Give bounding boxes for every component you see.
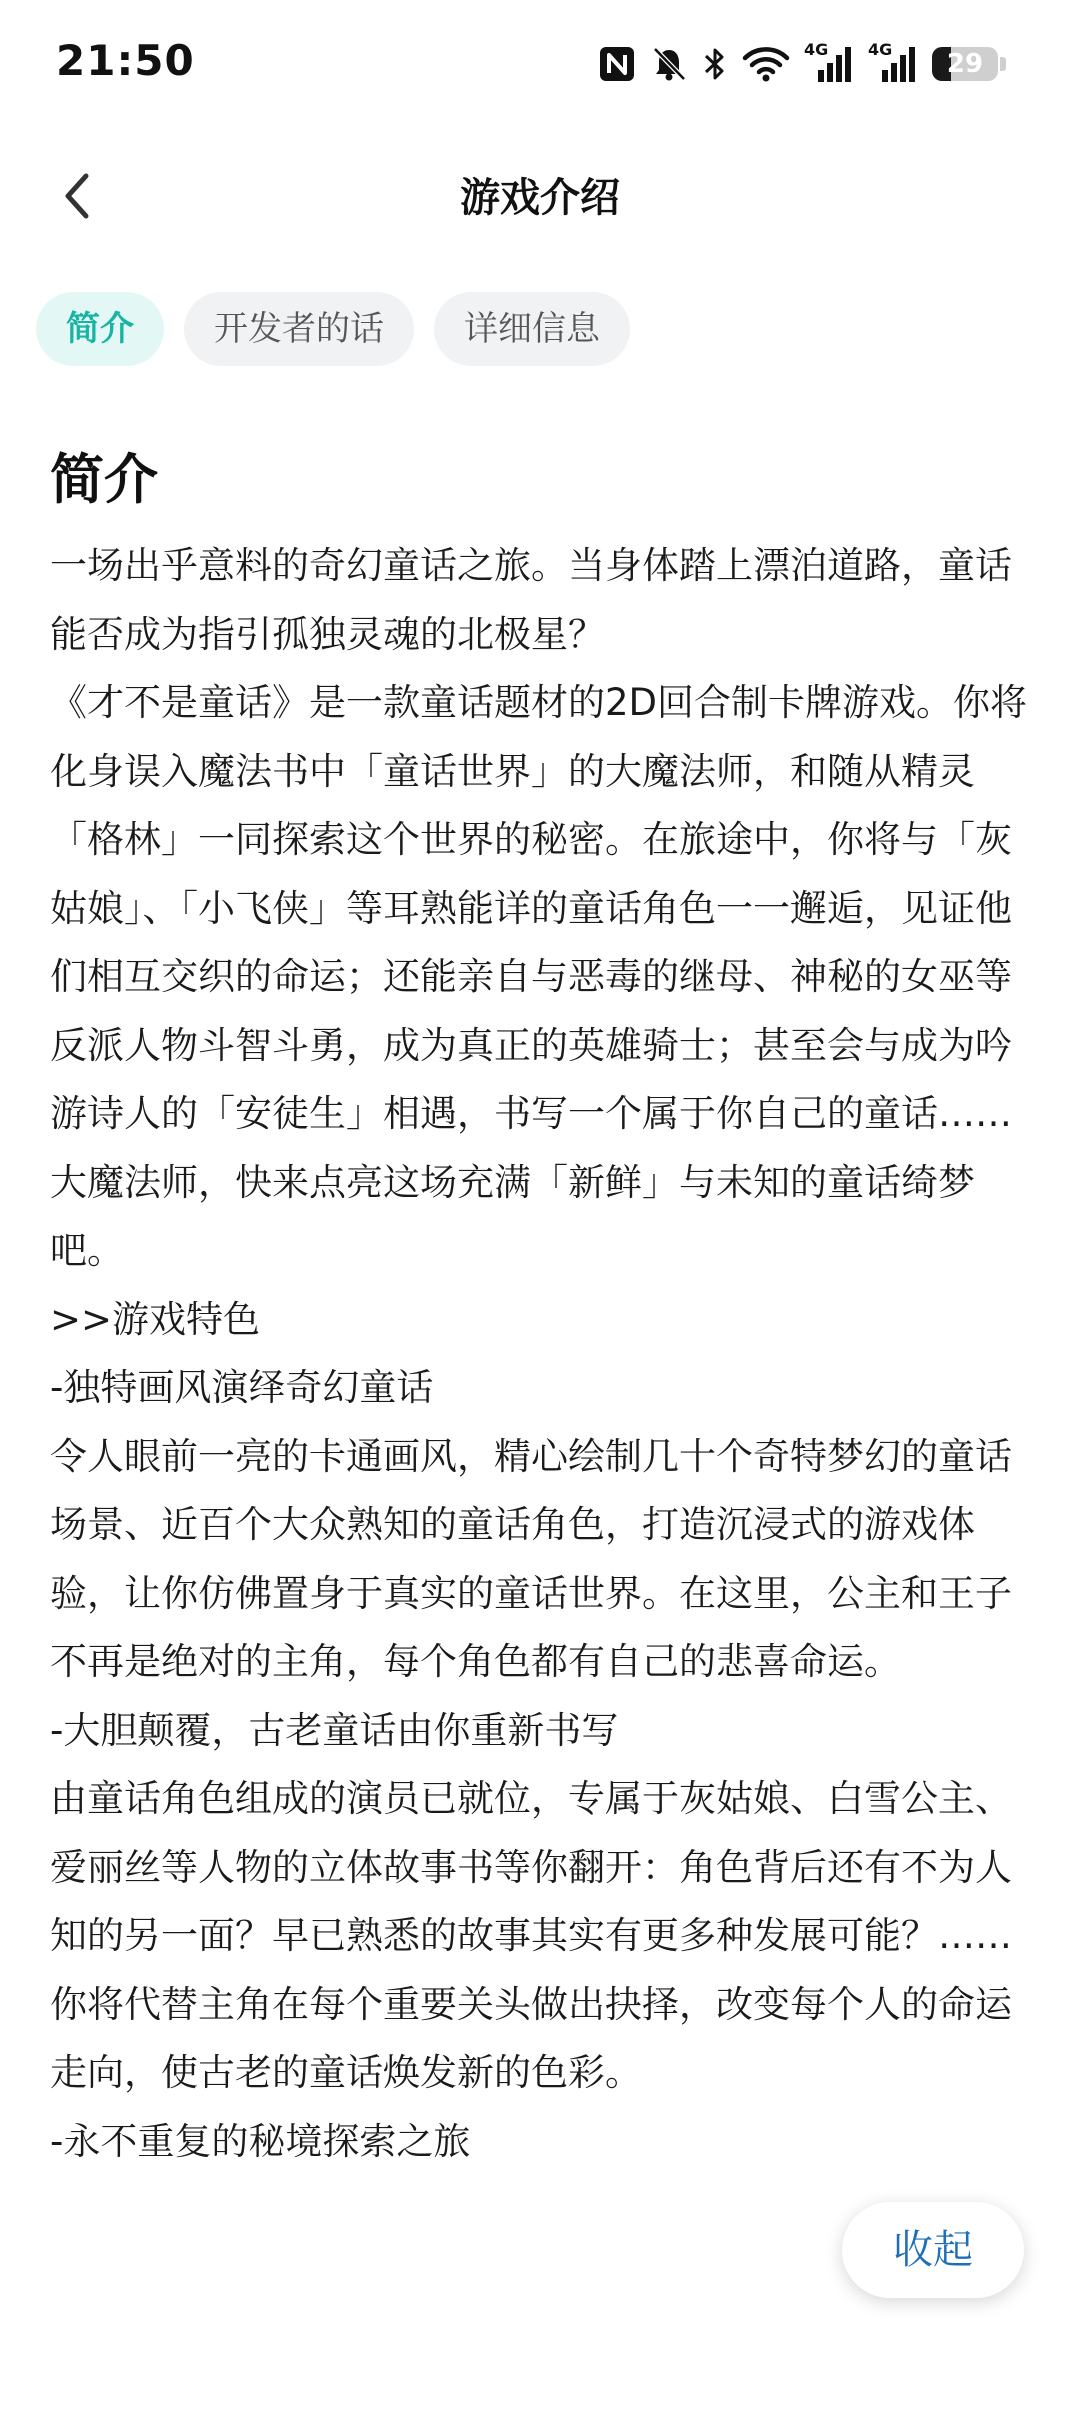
battery-icon [932,47,998,81]
signal-4g-icon: 4G [804,44,854,84]
status-icons [598,40,1006,88]
tab-bar [36,292,630,366]
signal-4g-icon: 4G [868,44,918,84]
page-title: 游戏介绍 [460,175,620,221]
status-time: 21:50 [56,36,195,85]
tab-details[interactable]: 详细信息 [434,292,630,366]
intro-description: 一场出乎意料的奇幻童话之旅。当身体踏上漂泊道路，童话能否成为指引孤独灵魂的北极星？ 《才不是童话》是一款童话题材的2D回合制卡牌游戏。你将化身误入魔法书中「童话世界」的大魔法师，和随从精灵「格林」一同探索这个世界的秘密。在旅途中，你将与「灰姑娘」、「小飞侠」等耳熟能详的童话角色一一邂逅，见证他们相互交织的命运；还能亲自与恶毒的继母、神秘的女巫等反派人物斗智斗勇，成为真正的英雄骑士；甚至会与成为吟游诗人的「安徒生」相遇，书写一个属于你自己的童话…… 大魔法师，快来点亮这场充满「新鲜」与未知的童话绮梦吧。 >>游戏特色 -独特画风演绎奇幻童话 令人眼前一亮的卡通画风，精心绘制几十个奇特梦幻的童话场景、近百个大众熟知的童话角色，打造沉浸式的游戏体验，让你仿佛置身于真实的童话世界。在这里，公主和王子不再是绝对的主角，每个角色都有自己的悲喜命运。 -大胆颠覆，古老童话由你重新书写 由童话角色组成的演员已就位，专属于灰姑娘、白雪公主、爱丽丝等人物的立体故事书等你翻开：角色背后还有不为人知的另一面？早已熟悉的故事其实有更多种发展可能？……你将代替主角在每个重要关头做出抉择，改变每个人的命运走向，使古老的童话焕发新的色彩。 -永不重复的秘境探索之旅 [50,544,1028,2163]
bluetooth-icon [702,45,728,83]
collapse-button[interactable]: 收起 [842,2202,1024,2298]
intro-content [50,440,1030,2176]
tab-developer-notes[interactable]: 开发者的话 [184,292,414,366]
bell-muted-icon [650,45,688,83]
tab-intro[interactable]: 简介 [36,292,164,366]
battery-cap [1000,57,1006,71]
section-title: 简介 [50,448,158,511]
status-bar [0,0,1080,130]
header [0,140,1080,250]
wifi-icon [742,46,790,82]
battery-level: 29 [946,49,984,79]
nfc-icon [598,45,636,83]
